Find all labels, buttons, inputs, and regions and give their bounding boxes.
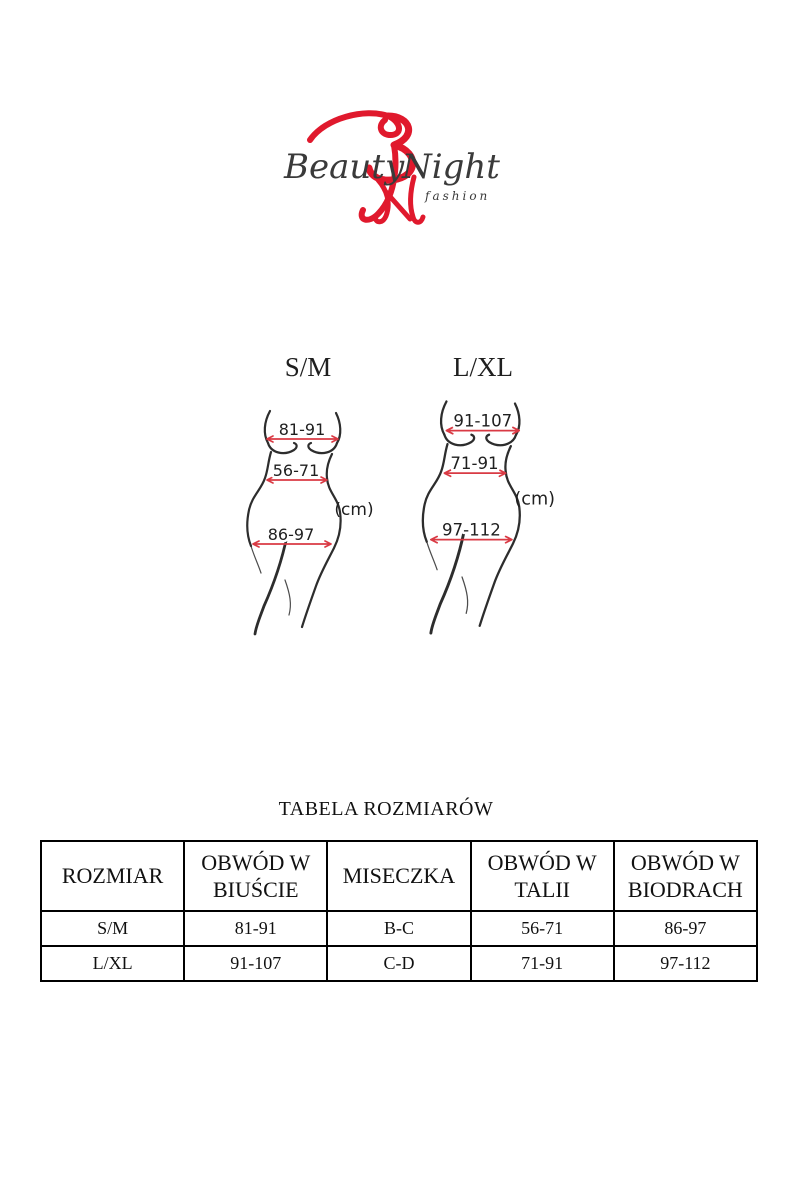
- cell-cup: B-C: [327, 911, 470, 946]
- brand-word-fashion: fashion: [425, 189, 491, 203]
- bust-measurement: 91-107: [453, 411, 513, 431]
- body-silhouette-lxl: [408, 388, 568, 658]
- header-cell-miseczka: MISECZKA: [327, 841, 470, 911]
- cell-waist: 71-91: [471, 946, 614, 981]
- female-body-outline-icon: [423, 402, 520, 634]
- size-label-lxl: L/XL: [453, 352, 513, 382]
- body-silhouette-sm: [235, 398, 385, 658]
- cell-hips: 86-97: [614, 911, 757, 946]
- unit-label: (cm): [514, 489, 556, 510]
- cell-waist: 56-71: [471, 911, 614, 946]
- header-cell-talia: OBWÓD W TALII: [471, 841, 614, 911]
- table-header-row: [41, 841, 757, 911]
- hips-measurement: 86-97: [267, 525, 315, 544]
- brand-logo: [270, 100, 530, 245]
- cell-hips: 97-112: [614, 946, 757, 981]
- size-label-sm: S/M: [284, 352, 332, 382]
- table-title: TABELA ROZMIARÓW: [278, 798, 494, 820]
- table-row: [41, 946, 757, 981]
- cell-size: S/M: [41, 911, 184, 946]
- brand-word-night: Night: [402, 147, 500, 187]
- cell-cup: C-D: [327, 946, 470, 981]
- hips-measurement: 97-112: [441, 520, 501, 540]
- cell-size: L/XL: [41, 946, 184, 981]
- header-cell-biodra: OBWÓD W BIODRACH: [614, 841, 757, 911]
- bn-monogram-icon: [270, 100, 530, 245]
- female-body-outline-icon: [247, 411, 340, 634]
- table-row: [41, 911, 757, 946]
- header-cell-rozmiar: ROZMIAR: [41, 841, 184, 911]
- size-table: [40, 840, 758, 982]
- header-cell-biuscie: OBWÓD W BIUŚCIE: [184, 841, 327, 911]
- unit-label: (cm): [334, 500, 374, 520]
- cell-bust: 81-91: [184, 911, 327, 946]
- waist-measurement: 71-91: [450, 454, 499, 473]
- brand-word-beauty: Beauty: [284, 147, 405, 187]
- bust-measurement: 81-91: [278, 420, 326, 439]
- waist-measurement: 56-71: [272, 461, 320, 480]
- cell-bust: 91-107: [184, 946, 327, 981]
